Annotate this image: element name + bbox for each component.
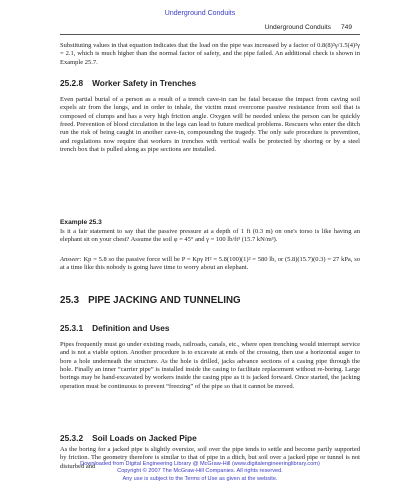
footer-download-link[interactable]: Downloaded from Digital Engineering Library @ McGraw-Hill (www.digitalengineeringlibrary.com) bbox=[80, 461, 320, 467]
section-number: 25.3 bbox=[60, 295, 80, 306]
answer-text: Kp = 5.8 so the passive force will be P = Kpγ H² = 5.8(100)(1)² = 580 lb, or (5.8)(15.7)(0.3) = 27 kPa, so at a time like this nobody is going have time to worry about an elephant. bbox=[60, 256, 361, 272]
running-header-title: Underground Conduits bbox=[264, 24, 331, 31]
worker-safety-paragraph: Even partial burial of a person as a result of a trench cave-in can be fatal because the impact from caving soil expels air from the lungs, and in order to inhale, the victim must overcome passive resistance from soil that is composed of clumps and has a very high friction angle. Oxygen will be needed unless the person can be quickly freed. Prevention of blood circulation in the legs can lead to future medical problems. Rescuers who enter the ditch run the risk of being caught in another cave-in, compounding the tragedy. The only safe procedure is prevention, and regulations now require that workers in trenches with vertical walls be protected by shoring or by a steel trench box that is pulled along as pipe sections are installed. bbox=[60, 96, 360, 154]
footer-terms-link[interactable]: Any use is subject to the Terms of Use as given at the website. bbox=[122, 475, 278, 482]
definition-uses-paragraph: Pipes frequently must go under existing roads, railroads, canals, etc., where open trenching would interrupt service and is not a viable option. Another procedure is to excavate at ends of the crossing, then use a horizontal auger to bore a hole underneath the structure. As the hole is drilled, jacks advance sections of a casing pipe through the hole. Finally an inner “carrier pipe” is installed inside the casing to facilitate replacement without re-boring. Large borings may be hand-excavated by workers inside the casing pipe as it is jacked forward. Once started, the jacking operation must be continuous to prevent “freezing” of the pipe so that it cannot be moved. bbox=[60, 341, 360, 390]
example-title: Example 25.3 bbox=[60, 219, 102, 226]
soil-loads-paragraph: As the boring for a jacked pipe is slightly oversize, soil over the pipe tends to settle and become partly supported by friction. The geometry therefore is similar to that of pipe in a ditch, but soil over a jacked pipe or tunnel is not disturbed and bbox=[60, 446, 360, 470]
running-header bbox=[265, 24, 352, 31]
section-25-3-1-heading bbox=[60, 323, 360, 333]
section-25-3-2-heading bbox=[60, 433, 360, 443]
section-number: 25.3.1 bbox=[60, 323, 84, 333]
section-25-2-8-heading bbox=[60, 78, 360, 88]
header-divider bbox=[60, 34, 360, 35]
section-25-3-heading bbox=[60, 295, 360, 306]
section-title: Definition and Uses bbox=[92, 323, 170, 333]
section-number: 25.2.8 bbox=[60, 78, 84, 88]
section-title: PIPE JACKING AND TUNNELING bbox=[88, 295, 241, 306]
top-chapter-link[interactable]: Underground Conduits bbox=[164, 10, 236, 17]
section-number: 25.3.2 bbox=[60, 433, 84, 443]
intro-paragraph: Substituting values in that equation indicates that the load on the pipe was increased by a factor of 0.8(8)²γ/1.5(4)²γ = 2.1, which is much higher than the normal factor of safety, and the pipe failed. An additional check is shown in Example 25.7. bbox=[60, 42, 360, 66]
answer-label: Answer: bbox=[60, 256, 82, 263]
footer bbox=[0, 461, 400, 483]
footer-copyright: Copyright © 2007 The McGraw-Hill Companies. All rights reserved. bbox=[117, 468, 283, 475]
section-title: Worker Safety in Trenches bbox=[92, 78, 197, 88]
example-answer bbox=[60, 256, 360, 273]
example-question: Is it a fair statement to say that the passive pressure at a depth of 1 ft (0.3 m) on one's torso is like having an elephant sit on your chest? Assume the soil φ = 45° and γ = 100 lb/ft³ (15.7 kN/m³). bbox=[60, 228, 360, 244]
page-number: 749 bbox=[340, 24, 352, 31]
section-title: Soil Loads on Jacked Pipe bbox=[92, 433, 197, 443]
